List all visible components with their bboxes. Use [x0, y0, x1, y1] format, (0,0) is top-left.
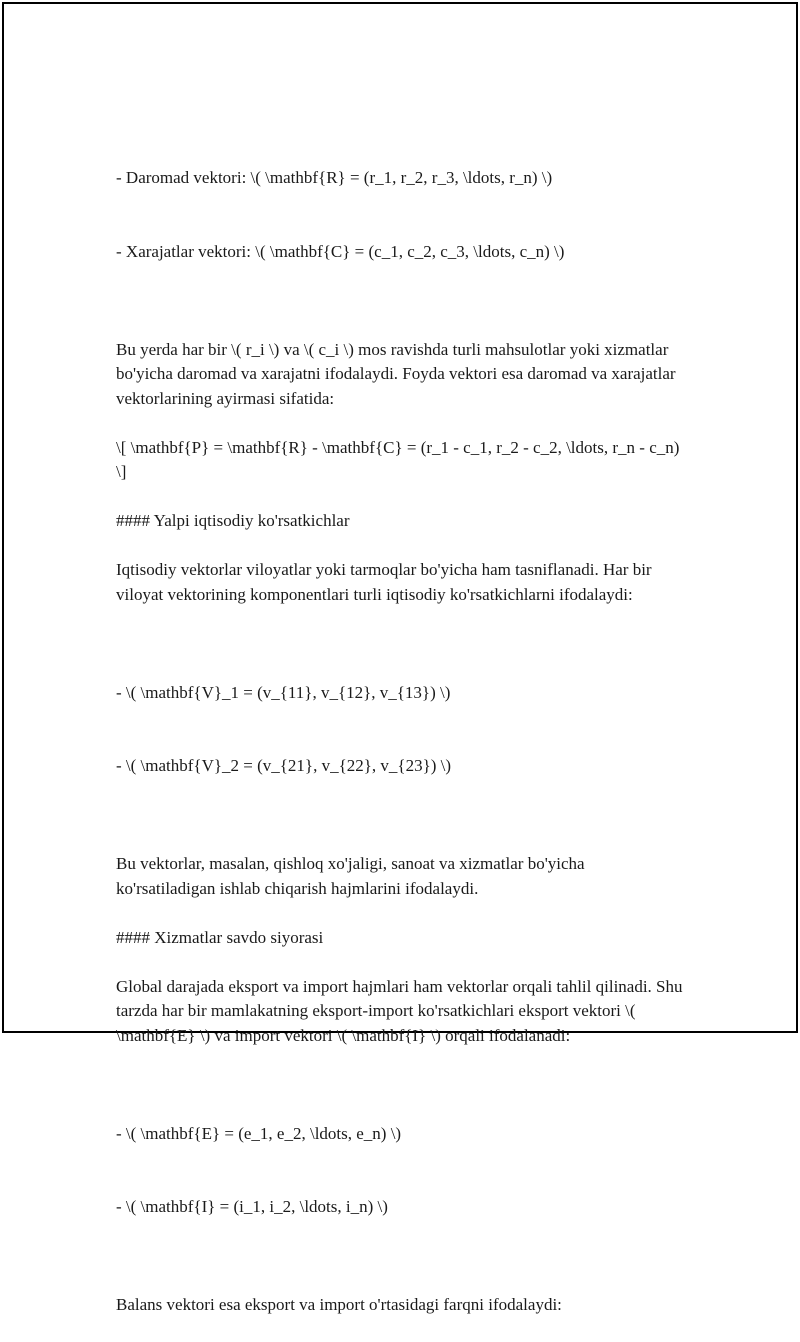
section-heading-gross-indicators: #### Yalpi iqtisodiy ko'rsatkichlar — [116, 511, 350, 530]
paragraph-regional-vectors: Iqtisodiy vektorlar viloyatlar yoki tarmoqlar bo'yicha ham tasniflanadi. Har bir viloyat vektorining komponentlari turli iqtisodiy ko'rsatkichlarni ifodalaydi: — [116, 560, 656, 604]
revenue-cost-list — [116, 117, 686, 313]
list-item-cost-vector: - Xarajatlar vektori: \( \mathbf{C} = (c_1, c_2, c_3, \ldots, c_n) \) — [116, 241, 565, 261]
list-item-v2-vector: - \( \mathbf{V}_2 = (v_{21}, v_{22}, v_{23}) \) — [116, 756, 452, 775]
section-heading-services-trade: #### Xizmatlar savdo siyorasi — [116, 927, 324, 947]
regional-vector-list — [116, 632, 686, 828]
list-item-import-vector: - \( \mathbf{I} = (i_1, i_2, \ldots, i_n) \) — [116, 1197, 388, 1216]
export-import-vector-list — [116, 1073, 686, 1269]
formula-profit-vector: \[ \mathbf{P} = \mathbf{R} - \mathbf{C} = (r_1 - c_1, r_2 - c_2, \ldots, r_n - c_n) \] — [116, 437, 684, 481]
document-body — [116, 117, 686, 1342]
paragraph-profit-intro: Bu yerda har bir \( r_i \) va \( c_i \) mos ravishda turli mahsulotlar yoki xizmatlar bo'yicha daromad va xarajatni ifodalaydi. Foyda vektori esa daromad va xarajatlar vektorlarining ayirmasi sifatida: — [116, 339, 680, 408]
list-item-revenue-vector: - Daromad vektori: \( \mathbf{R} = (r_1, r_2, r_3, \ldots, r_n) \) — [116, 168, 553, 187]
list-item-export-vector: - \( \mathbf{E} = (e_1, e_2, \ldots, e_n) \) — [116, 1123, 402, 1143]
paragraph-sector-volumes: Bu vektorlar, masalan, qishloq xo'jaligi, sanoat va xizmatlar bo'yicha ko'rsatiladigan ishlab chiqarish hajmlarini ifodalaydi. — [116, 854, 589, 898]
paragraph-balance-vector: Balans vektori esa eksport va import o'rtasidagi farqni ifodalaydi: — [116, 1295, 562, 1314]
paragraph-export-import: Global darajada eksport va import hajmlari ham vektorlar orqali tahlil qilinadi. Shu tarzda har bir mamlakatning eksport-import ko'rsatkichlari eksport vektori \( \mathbf{E} \) va import vektori \( \mathbf{I} \) orqali ifodalanadi: — [116, 976, 687, 1045]
list-item-v1-vector: - \( \mathbf{V}_1 = (v_{11}, v_{12}, v_{13}) \) — [116, 682, 451, 702]
